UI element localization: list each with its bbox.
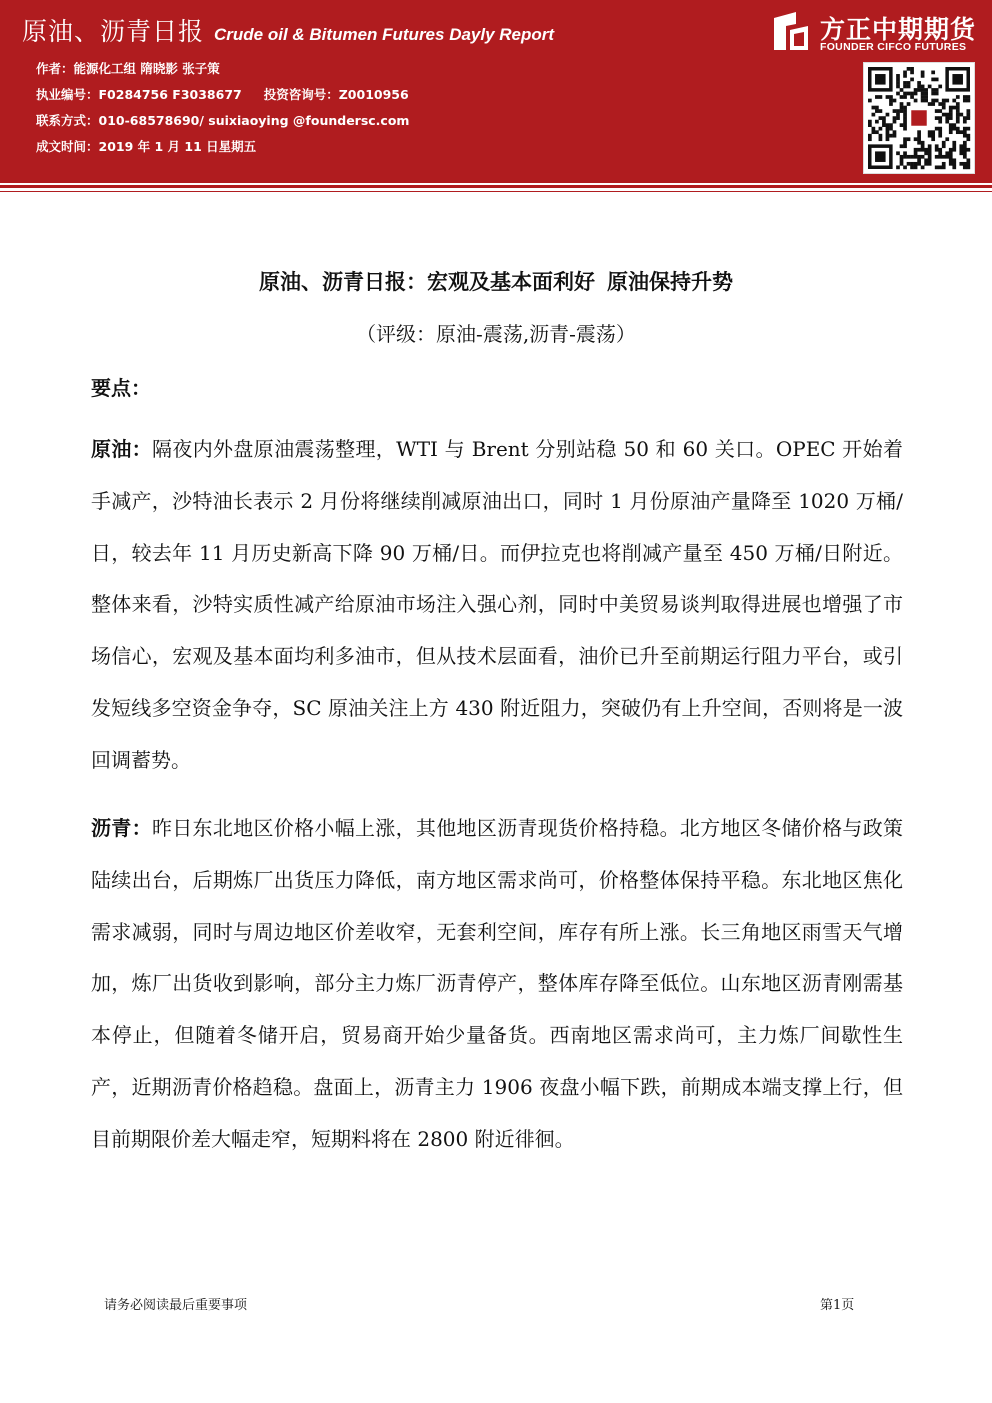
logo-name-cn: 方正中期期货 bbox=[820, 15, 977, 44]
qr-code-icon bbox=[863, 62, 975, 174]
asphalt-label: 沥青： bbox=[91, 816, 152, 840]
author-value: 能源化工组 隋晓影 张子策 bbox=[73, 61, 220, 76]
company-logo bbox=[770, 6, 985, 56]
date-label: 成文时间： bbox=[36, 139, 99, 154]
asphalt-paragraph bbox=[91, 803, 903, 1166]
consult-label: 投资咨询号： bbox=[263, 87, 339, 102]
contact-label: 联系方式： bbox=[36, 113, 99, 128]
license-value: F0284756 F3038677 bbox=[98, 87, 242, 102]
crude-oil-label: 原油： bbox=[91, 437, 153, 461]
report-title-en: Crude oil & Bitumen Futures Dayly Report bbox=[214, 25, 555, 44]
license-label: 执业编号： bbox=[36, 87, 99, 102]
consult-value: Z0010956 bbox=[338, 87, 409, 102]
footer-notice: 请务必阅读最后重要事项 bbox=[104, 1298, 248, 1313]
author-label: 作者： bbox=[36, 61, 74, 76]
author-line bbox=[36, 59, 220, 77]
crude-oil-text: 隔夜内外盘原油震荡整理，WTI 与 Brent 分别站稳 50 和 60 关口。OPEC 开始着手减产，沙特油长表示 2 月份将继续削减原油出口，同时 1 月份原油产量降至 1020 万桶/日，较去年 11 月历史新高下降 90 万桶/日。而伊拉克也将削减产量至 450 万桶/日附近。整体来看，沙特实质性减产给原油市场注入强心剂，同时中美贸易谈判取得进展也增强了市场信心，宏观及基本面均利多油市，但从技术层面看，油价已升至前期运行阻力平台，或引发短线多空资金争夺，SC 原油关注上方 430 附近阻力，突破仍有上升空间，否则将是一波回调蓄势。 bbox=[91, 437, 903, 772]
report-header-banner bbox=[0, 0, 992, 183]
document-title bbox=[0, 266, 992, 296]
founder-logo-icon bbox=[770, 10, 812, 52]
report-title bbox=[22, 12, 554, 46]
date-value: 2019 年 1 月 11 日星期五 bbox=[98, 139, 257, 154]
header-divider-thin bbox=[0, 191, 992, 192]
date-line bbox=[36, 137, 256, 155]
crude-oil-paragraph bbox=[91, 424, 903, 787]
keypoints-heading: 要点： bbox=[91, 376, 151, 400]
contact-value: 010-68578690/ suixiaoying @foundersc.com bbox=[98, 113, 410, 128]
license-line bbox=[36, 85, 409, 103]
logo-name-en: FOUNDER CIFCO FUTURES bbox=[820, 41, 967, 53]
document-title-part2: 原油保持升势 bbox=[607, 270, 733, 294]
header-divider bbox=[0, 185, 992, 188]
contact-line bbox=[36, 111, 409, 129]
report-title-cn: 原油、沥青日报 bbox=[22, 17, 205, 46]
document-title-part1: 原油、沥青日报：宏观及基本面利好 bbox=[259, 270, 595, 294]
asphalt-text: 昨日东北地区价格小幅上涨，其他地区沥青现货价格持稳。北方地区冬储价格与政策陆续出台，后期炼厂出货压力降低，南方地区需求尚可，价格整体保持平稳。东北地区焦化需求减弱，同时与周边地区价差收窄，无套利空间，库存有所上涨。长三角地区雨雪天气增加，炼厂出货收到影响，部分主力炼厂沥青停产，整体库存降至低位。山东地区沥青刚需基本停止，但随着冬储开启，贸易商开始少量备货。西南地区需求尚可，主力炼厂间歇性生产，近期沥青价格趋稳。盘面上，沥青主力 1906 夜盘小幅下跌，前期成本端支撑上行，但目前期限价差大幅走窄，短期料将在 2800 附近徘徊。 bbox=[91, 816, 904, 1151]
rating-line: （评级：原油-震荡,沥青-震荡） bbox=[356, 322, 636, 346]
page-number: 第1页 bbox=[820, 1298, 855, 1313]
